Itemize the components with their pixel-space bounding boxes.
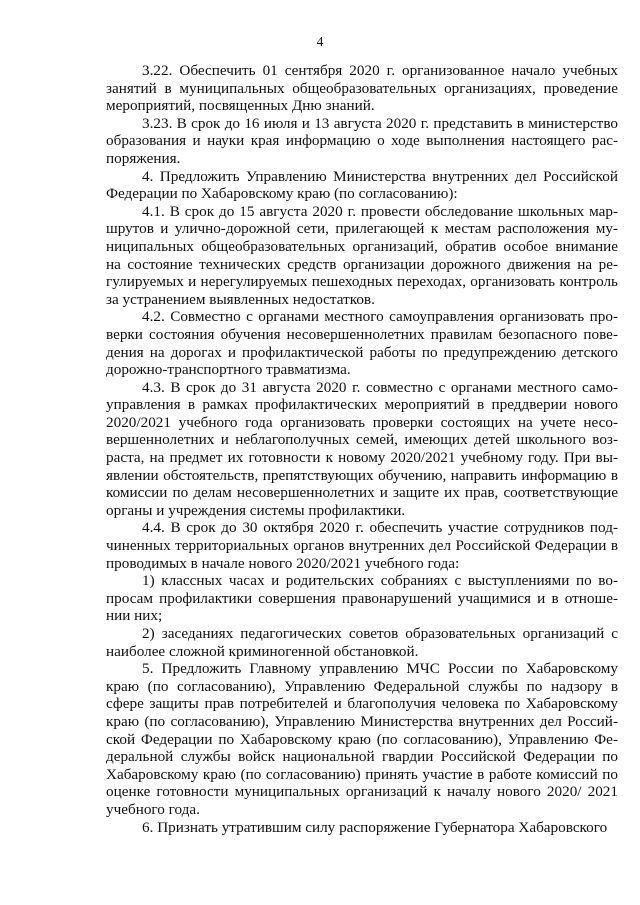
paragraph-4-3: 4.3. В срок до 31 августа 2020 г. совместно с органами местного самоуправления в рамках профилактических мероприятий в преддверии нового 2020/2021 учебного года организовать проверки состоящих на учете несовершеннолетних и неблагополучных семей, имеющих детей школьного возраста, на предмет их готовности к новому 2020/2021 учебному году. При выявлении обстоятельств, препятствующих обучению, направить информацию в комиссии по делам несовершеннолетних и защите их прав, соответствующие органы и учреждения системы профилактики.	[106, 378, 618, 519]
paragraph-4: 4. Предложить Управлению Министерства внутренних дел Российской Федерации по Хабаровскому краю (по согласованию):	[106, 167, 618, 203]
document-body	[106, 62, 618, 836]
list-item-2: 2) заседаниях педагогических советов образовательных организаций с наиболее сложной криминогенной обстановкой.	[106, 625, 618, 660]
page-number: 4	[316, 34, 324, 49]
paragraph-6: 6. Признать утратившим силу распоряжение Губернатора Хабаровского	[142, 818, 608, 836]
paragraph-5: 5. Предложить Главному управлению МЧС России по Хабаровскому краю (по согласованию), Управлению Федеральной службы по надзору в сфере защиты прав потребителей и благополучия человека по Хабаровскому краю (по согласованию), Управлению Министерства внутренних дел Российской Федерации по Хабаровскому краю (по согласованию), Управлению Федеральной службы войск национальной гвардии Российской Федерации по Хабаровскому краю (по согласованию) принять участие в работе комиссий по оценке готовности муниципальных организаций к началу нового 2020/ 2021 учебного года.	[106, 660, 618, 818]
paragraph-4-1: 4.1. В срок до 15 августа 2020 г. провести обследование школьных маршрутов и улично-дорожной сети, прилегающей к местам расположения муниципальных общеобразовательных организаций, обратив особое внимание на состояние технических средств организации дорожного движения на регулируемых и нерегулируемых пешеходных переходах, организовать контроль за устранением выявленных недостатков.	[106, 202, 618, 308]
paragraph-4-2: 4.2. Совместно с органами местного самоуправления организовать проверки состояния обучения несовершеннолетних правилам безопасного поведения на дорогах и профилактической работы по предупреждению детского дорожно-транспортного травматизма.	[106, 308, 618, 379]
paragraph-3-23: 3.23. В срок до 16 июля и 13 августа 2020 г. представить в министерство образования и науки края информацию о ходе выполнения настоящего распоряжения.	[106, 114, 618, 167]
paragraph-3-22: 3.22. Обеспечить 01 сентября 2020 г. организованное начало учебных занятий в муниципальных общеобразовательных организациях, проведение мероприятий, посвященных Дню знаний.	[106, 62, 618, 115]
list-item-1: 1) классных часах и родительских собраниях с выступлениями по вопросам профилактики совершения правонарушений учащимися и в отношении них;	[106, 572, 618, 625]
paragraph-4-4: 4.4. В срок до 30 октября 2020 г. обеспечить участие сотрудников подчиненных территориальных органов внутренних дел Российской Федерации в проводимых в начале нового 2020/2021 учебного года:	[106, 519, 618, 572]
